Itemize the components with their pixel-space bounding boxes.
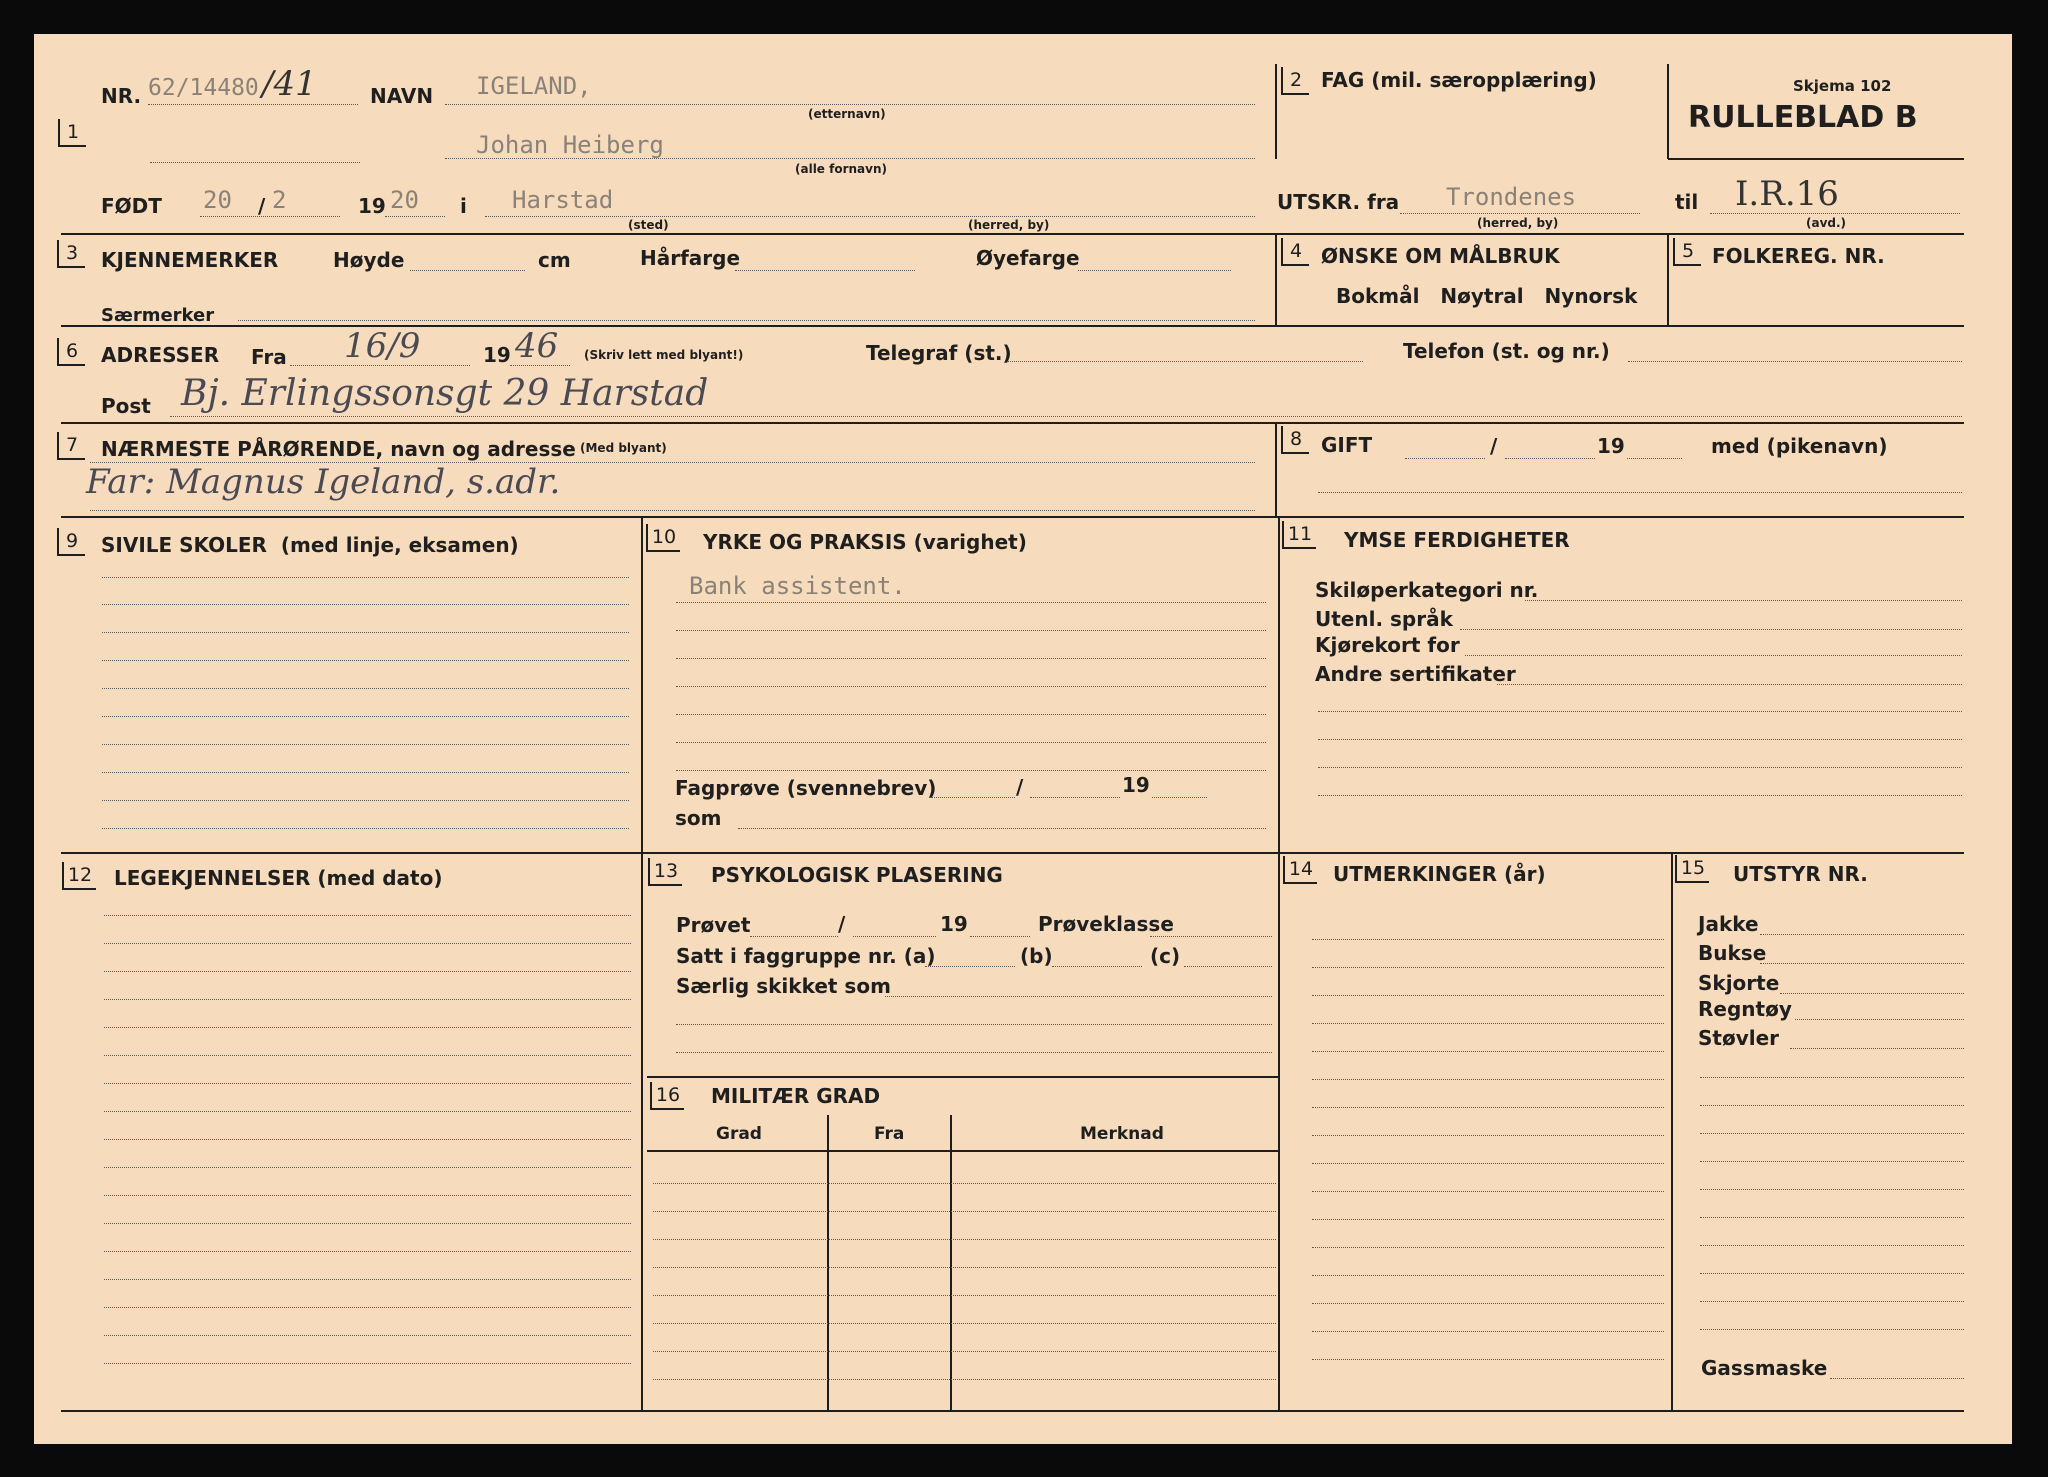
gift-line-3 xyxy=(1318,492,1962,493)
etternavn-caption: (etternavn) xyxy=(808,107,886,121)
avd-caption: (avd.) xyxy=(1806,216,1847,230)
s10-line xyxy=(676,742,1266,743)
rule-title xyxy=(1668,158,1964,160)
section-number-10: 10 xyxy=(646,524,680,552)
ski-label: Skiløperkategori nr. xyxy=(1315,578,1539,602)
gassmaske-line xyxy=(1830,1378,1964,1379)
kjorekort-line xyxy=(1465,655,1962,656)
telegraf-line xyxy=(1008,361,1363,362)
sivile-skoler-label xyxy=(101,533,519,557)
post-address: Bj. Erlingssonsgt 29 Harstad xyxy=(181,373,709,414)
section-number-11: 11 xyxy=(1282,521,1316,549)
utskr-to-line xyxy=(1710,213,1960,214)
form-number: Skjema 102 xyxy=(1793,77,1892,95)
s12-line xyxy=(104,1027,631,1028)
faggruppe-c-line xyxy=(1184,966,1272,967)
malbruk-label: ØNSKE OM MÅLBRUK xyxy=(1321,244,1560,268)
s14-line xyxy=(1312,1359,1664,1360)
s15-line xyxy=(1700,1217,1964,1218)
gassmaske-label: Gassmaske xyxy=(1701,1356,1828,1380)
s10-line xyxy=(676,658,1266,659)
faggruppe-b-line xyxy=(1052,966,1142,967)
form-title: RULLEBLAD B xyxy=(1688,100,1918,135)
vrule-fra xyxy=(950,1115,952,1411)
nr-value: 62/14480 xyxy=(148,75,259,101)
section-number-2: 2 xyxy=(1281,67,1309,95)
s14-line xyxy=(1312,1331,1664,1332)
provet-line-2 xyxy=(853,936,936,937)
legekjennelser-sub: (med dato) xyxy=(317,866,443,890)
jakke-line xyxy=(1760,934,1964,935)
s16-line xyxy=(653,1323,1276,1324)
ski-line xyxy=(1525,600,1962,601)
s9-line xyxy=(102,604,629,605)
hoyde-label: Høyde xyxy=(333,248,405,272)
provet-year-prefix: 19 xyxy=(940,912,968,936)
s9-line xyxy=(102,632,629,633)
navn-label: NAVN xyxy=(370,84,434,108)
proveklasse-line xyxy=(1150,936,1272,937)
utstyr-item-regntoy: Regntøy xyxy=(1698,997,1792,1021)
som-label: som xyxy=(675,806,722,830)
fagprove-line-2 xyxy=(1030,797,1120,798)
given-names-line-2 xyxy=(445,158,1255,159)
cm-label: cm xyxy=(538,248,571,272)
faggruppe-a-line xyxy=(925,966,1015,967)
section-number-5: 5 xyxy=(1673,238,1701,266)
s12-line xyxy=(104,1055,631,1056)
birth-day: 20 xyxy=(203,186,232,214)
adresser-label: ADRESSER xyxy=(101,343,220,367)
s10-line xyxy=(676,686,1266,687)
adresser-date: 16/9 xyxy=(344,326,421,366)
s10-line xyxy=(676,770,1266,771)
parorende-label: NÆRMESTE PÅRØRENDE, navn og adresse xyxy=(101,437,576,461)
folkereg-label: FOLKEREG. NR. xyxy=(1712,244,1885,268)
yrke-sub: (varighet) xyxy=(913,530,1027,554)
regntoy-line xyxy=(1795,1019,1964,1020)
s14-line xyxy=(1312,1107,1664,1108)
adresser-year-line xyxy=(510,365,570,366)
adresser-note: (Skriv lett med blyant!) xyxy=(584,348,744,362)
vrule-title xyxy=(1667,64,1669,159)
section-number-16: 16 xyxy=(650,1082,684,1110)
provet-slash: / xyxy=(838,912,846,936)
s11-line xyxy=(1318,739,1962,740)
s15-line xyxy=(1700,1161,1964,1162)
sprak-line xyxy=(1460,629,1962,630)
s15-line xyxy=(1700,1077,1964,1078)
utskr-herred-caption: (herred, by) xyxy=(1477,216,1559,230)
grad-col-header: Grad xyxy=(716,1124,762,1144)
birth-date-line xyxy=(200,216,340,217)
saerlig-line xyxy=(885,996,1272,997)
skjorte-line xyxy=(1780,993,1964,994)
parorende-note: (Med blyant) xyxy=(580,441,667,455)
vrule-s11 xyxy=(1278,516,1280,1411)
section-number-4: 4 xyxy=(1281,238,1309,266)
s12-line xyxy=(104,1279,631,1280)
birth-month: 2 xyxy=(272,186,287,214)
utskr-from: Trondenes xyxy=(1446,183,1577,211)
saermerker-line xyxy=(238,320,1255,321)
fagprove-year-prefix: 19 xyxy=(1122,773,1150,797)
utmerkinger-text: UTMERKINGER xyxy=(1333,862,1498,886)
s15-line xyxy=(1700,1133,1964,1134)
s12-line xyxy=(104,1195,631,1196)
parorende-value: Far: Magnus Igeland, s.adr. xyxy=(86,462,561,502)
herred-by-caption: (herred, by) xyxy=(968,218,1050,232)
s12-line xyxy=(104,943,631,944)
utstyr-item-stovler: Støvler xyxy=(1698,1026,1780,1050)
rule-s7 xyxy=(61,516,1964,518)
s9-line xyxy=(102,828,629,829)
adresser-fra-label: Fra xyxy=(251,345,287,369)
s12-line xyxy=(104,999,631,1000)
rule-s16 xyxy=(647,1076,1280,1078)
vrule-s15 xyxy=(1671,852,1673,1411)
birth-place-line xyxy=(485,216,1255,217)
fra-col-header: Fra xyxy=(874,1124,905,1144)
gift-slash: / xyxy=(1490,434,1498,458)
legekjennelser-label xyxy=(114,866,442,890)
rule-s16-head xyxy=(647,1150,1280,1152)
section-number-13: 13 xyxy=(648,858,682,886)
vrule-s4 xyxy=(1275,233,1277,325)
legekjennelser-text: LEGEKJENNELSER xyxy=(114,866,311,890)
oyefarge-line xyxy=(1078,270,1231,271)
s12-line xyxy=(104,1363,631,1364)
harfarge-label: Hårfarge xyxy=(640,246,741,270)
yrke-label xyxy=(703,530,1027,554)
utmerkinger-sub: (år) xyxy=(1503,862,1546,886)
parorende-line-2 xyxy=(90,510,1255,511)
s12-line xyxy=(104,1139,631,1140)
s9-line xyxy=(102,744,629,745)
s9-line xyxy=(102,800,629,801)
s14-line xyxy=(1312,1079,1664,1080)
section-number-14: 14 xyxy=(1283,856,1317,884)
s16-line xyxy=(653,1379,1276,1380)
utstyr-item-jakke: Jakke xyxy=(1698,912,1759,936)
given-names-line xyxy=(150,162,360,163)
birth-place: Harstad xyxy=(512,186,614,214)
s16-line xyxy=(653,1295,1276,1296)
s16-line xyxy=(653,1267,1276,1268)
telefon-line xyxy=(1628,361,1962,362)
adresser-year-prefix: 19 xyxy=(483,343,511,367)
bukse-line xyxy=(1760,963,1964,964)
s14-line xyxy=(1312,939,1664,940)
s11-line xyxy=(1318,711,1962,712)
harfarge-line xyxy=(735,270,915,271)
yrke-label-text: YRKE OG PRAKSIS xyxy=(703,530,907,554)
parorende-line-1 xyxy=(90,462,1255,463)
s16-line xyxy=(653,1211,1276,1212)
merknad-col-header: Merknad xyxy=(1080,1124,1164,1144)
gift-label: GIFT xyxy=(1321,433,1373,457)
section-number-8: 8 xyxy=(1281,426,1309,454)
utstyr-item-bukse: Bukse xyxy=(1698,941,1767,965)
kjorekort-label: Kjørekort for xyxy=(1315,633,1460,657)
s15-line xyxy=(1700,1301,1964,1302)
post-label: Post xyxy=(101,394,151,418)
fagprove-line-1 xyxy=(930,797,1015,798)
ymse-label: YMSE FERDIGHETER xyxy=(1344,528,1570,552)
s12-line xyxy=(104,1111,631,1112)
s12-line xyxy=(104,915,631,916)
s13-line xyxy=(676,1024,1272,1025)
section-number-12: 12 xyxy=(62,862,96,890)
proveklasse-label: Prøveklasse xyxy=(1038,912,1174,936)
birth-year-line xyxy=(385,216,445,217)
s14-line xyxy=(1312,1219,1664,1220)
provet-label: Prøvet xyxy=(676,913,751,937)
andre-label: Andre sertifikater xyxy=(1315,662,1516,686)
given-names-value: Johan Heiberg xyxy=(476,131,664,159)
vrule-s5 xyxy=(1667,233,1669,325)
s10-line xyxy=(676,714,1266,715)
nr-line xyxy=(148,104,358,105)
malbruk-options: Bokmål Nøytral Nynorsk xyxy=(1336,284,1638,308)
til-label: til xyxy=(1675,190,1699,214)
provet-line-1 xyxy=(750,936,838,937)
gift-year-prefix: 19 xyxy=(1597,434,1625,458)
s12-line xyxy=(104,1223,631,1224)
fodt-label: FØDT xyxy=(101,194,162,218)
alle-fornavn-caption: (alle fornavn) xyxy=(795,162,887,176)
s14-line xyxy=(1312,967,1664,968)
utskr-from-line xyxy=(1400,213,1640,214)
gift-line-1 xyxy=(1405,458,1485,459)
utmerkinger-label xyxy=(1333,862,1546,886)
vrule-grad xyxy=(827,1115,829,1411)
section-number-15: 15 xyxy=(1675,855,1709,883)
s16-line xyxy=(653,1183,1276,1184)
rule-s9 xyxy=(61,852,1964,854)
utskr-to: I.R.16 xyxy=(1735,174,1839,214)
s10-line xyxy=(676,630,1266,631)
birth-year: 20 xyxy=(390,186,419,214)
vrule-s8 xyxy=(1275,422,1277,516)
s14-line xyxy=(1312,1051,1664,1052)
fagprove-year-line xyxy=(1152,797,1207,798)
provet-year-line xyxy=(970,936,1030,937)
gift-line-2 xyxy=(1505,458,1595,459)
section-number-7: 7 xyxy=(57,432,85,460)
gift-year-line xyxy=(1627,458,1682,459)
sivile-skoler-text: SIVILE SKOLER xyxy=(101,533,267,557)
post-line xyxy=(170,416,1962,417)
fag-label-text: FAG xyxy=(1321,68,1365,92)
yrke-value: Bank assistent. xyxy=(689,572,906,600)
section-number-9: 9 xyxy=(57,528,85,556)
s9-line xyxy=(102,577,629,578)
s13-line xyxy=(676,1052,1272,1053)
oyefarge-label: Øyefarge xyxy=(976,246,1080,270)
section-number-6: 6 xyxy=(57,338,85,366)
militaer-grad-label: MILITÆR GRAD xyxy=(711,1084,881,1108)
som-line xyxy=(738,828,1266,829)
rule-top xyxy=(61,233,1964,235)
rule-s6 xyxy=(61,422,1964,424)
sivile-skoler-sub: (med linje, eksamen) xyxy=(280,533,519,557)
s9-line xyxy=(102,688,629,689)
rule-bottom xyxy=(61,1410,1964,1412)
s12-line xyxy=(104,1167,631,1168)
vrule-s2 xyxy=(1275,64,1277,159)
s12-line xyxy=(104,1335,631,1336)
s10-line xyxy=(676,602,1266,603)
birth-i-label: i xyxy=(460,194,467,218)
saerlig-label: Særlig skikket som xyxy=(676,974,891,998)
section-number-1: 1 xyxy=(58,119,86,147)
faggruppe-label: Satt i faggruppe nr. (a) xyxy=(676,944,936,968)
nr-label: NR. xyxy=(101,84,142,108)
section-number-3: 3 xyxy=(57,240,85,268)
stovler-line xyxy=(1790,1048,1964,1049)
telefon-label: Telefon (st. og nr.) xyxy=(1403,339,1610,363)
s14-line xyxy=(1312,1303,1664,1304)
adresser-year: 46 xyxy=(515,326,559,366)
s9-line xyxy=(102,660,629,661)
birth-year-prefix: 19 xyxy=(358,194,386,218)
utstyr-label: UTSTYR NR. xyxy=(1733,862,1868,886)
s16-line xyxy=(653,1351,1276,1352)
surname-line xyxy=(445,104,1255,105)
birth-slash: / xyxy=(258,194,266,218)
hoyde-line xyxy=(410,270,525,271)
s14-line xyxy=(1312,995,1664,996)
s14-line xyxy=(1312,1247,1664,1248)
s16-line xyxy=(653,1239,1276,1240)
utstyr-item-skjorte: Skjorte xyxy=(1698,971,1780,995)
s15-line xyxy=(1700,1189,1964,1190)
s12-line xyxy=(104,1307,631,1308)
s9-line xyxy=(102,716,629,717)
s14-line xyxy=(1312,1135,1664,1136)
s14-line xyxy=(1312,1163,1664,1164)
gift-med-label: med (pikenavn) xyxy=(1711,434,1888,458)
faggruppe-c-label: (c) xyxy=(1150,944,1181,968)
andre-line xyxy=(1497,684,1962,685)
s15-line xyxy=(1700,1245,1964,1246)
adresser-date-line xyxy=(290,365,470,366)
psykologisk-label: PSYKOLOGISK PLASERING xyxy=(711,863,1003,887)
s12-line xyxy=(104,971,631,972)
s14-line xyxy=(1312,1023,1664,1024)
s15-line xyxy=(1700,1105,1964,1106)
saermerker-label: Særmerker xyxy=(101,305,215,326)
s14-line xyxy=(1312,1275,1664,1276)
faggruppe-b-label: (b) xyxy=(1020,944,1053,968)
utskr-label: UTSKR. fra xyxy=(1277,190,1400,214)
s12-line xyxy=(104,1251,631,1252)
s15-line xyxy=(1700,1273,1964,1274)
s11-line xyxy=(1318,795,1962,796)
s14-line xyxy=(1312,1191,1664,1192)
kjennemerker-label: KJENNEMERKER xyxy=(101,248,279,272)
s15-line xyxy=(1700,1329,1964,1330)
sprak-label: Utenl. språk xyxy=(1315,607,1453,631)
fagprove-slash: / xyxy=(1016,775,1024,799)
surname-value: IGELAND, xyxy=(476,72,592,100)
fagprove-label: Fagprøve (svennebrev) xyxy=(675,776,937,800)
s11-line xyxy=(1318,767,1962,768)
sted-caption: (sted) xyxy=(628,218,669,232)
vrule-s10 xyxy=(641,516,643,1411)
s12-line xyxy=(104,1083,631,1084)
fag-sub: (mil. særopplæring) xyxy=(1371,68,1597,92)
telegraf-label: Telegraf (st.) xyxy=(866,341,1012,365)
s9-line xyxy=(102,772,629,773)
nr-handwritten: /41 xyxy=(262,64,317,104)
fag-label xyxy=(1321,68,1597,92)
